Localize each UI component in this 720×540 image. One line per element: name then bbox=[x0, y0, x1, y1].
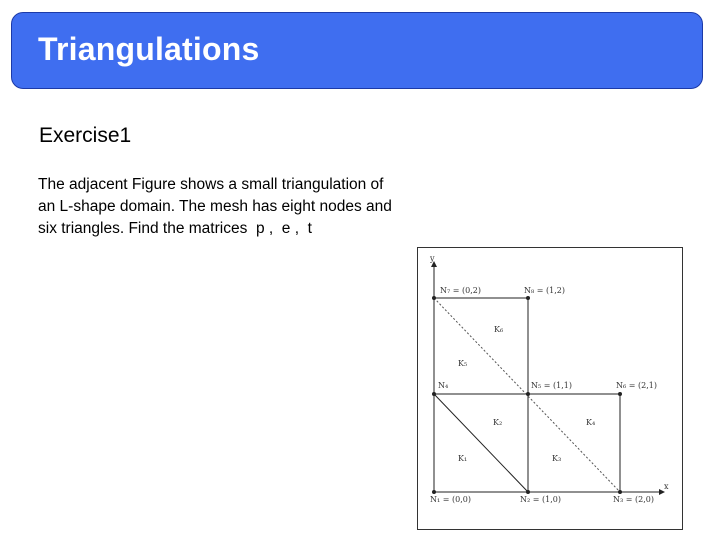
title-bar bbox=[11, 12, 703, 89]
mesh-nodes bbox=[432, 296, 622, 494]
node-label-n6: N₆ = (2,1) bbox=[616, 381, 657, 390]
triangle-label-k1: K₁ bbox=[458, 454, 468, 463]
exercise-heading: Exercise1 bbox=[39, 124, 132, 147]
triangle-label-k2: K₂ bbox=[493, 418, 503, 427]
node-n2 bbox=[526, 490, 530, 494]
node-n7 bbox=[432, 296, 436, 300]
triangle-label-k4: K₄ bbox=[586, 418, 596, 427]
node-label-n1: N₁ = (0,0) bbox=[430, 495, 471, 504]
slide-title: Triangulations bbox=[38, 31, 260, 67]
node-n6 bbox=[618, 392, 622, 396]
node-n4 bbox=[432, 392, 436, 396]
exercise-text-line-1: The adjacent Figure shows a small triangulation of bbox=[38, 176, 384, 193]
exercise-text bbox=[38, 174, 468, 240]
triangle-label-k6: K₆ bbox=[494, 325, 504, 334]
exercise-text-line-2: an L-shape domain. The mesh has eight nodes and bbox=[38, 198, 392, 215]
node-label-n8: N₈ = (1,2) bbox=[524, 286, 565, 295]
node-n5 bbox=[526, 392, 530, 396]
node-label-n2: N₂ = (1,0) bbox=[520, 495, 561, 504]
triangulation-figure bbox=[417, 247, 683, 530]
node-n8 bbox=[526, 296, 530, 300]
node-n1 bbox=[432, 490, 436, 494]
edge bbox=[434, 394, 528, 492]
node-label-n7: N₇ = (0,2) bbox=[440, 286, 481, 295]
mesh-diagram bbox=[418, 248, 684, 531]
y-axis-label: y bbox=[430, 254, 435, 263]
triangle-label-k5: K₅ bbox=[458, 359, 468, 368]
node-label-n4: N₄ bbox=[438, 381, 449, 390]
node-label-n3: N₃ = (2,0) bbox=[613, 495, 654, 504]
node-label-n5: N₅ = (1,1) bbox=[531, 381, 572, 390]
exercise-text-line-3: six triangles. Find the matrices p , e , t bbox=[38, 220, 312, 237]
x-axis-label: x bbox=[664, 482, 669, 491]
triangle-label-k3: K₃ bbox=[552, 454, 562, 463]
node-n3 bbox=[618, 490, 622, 494]
